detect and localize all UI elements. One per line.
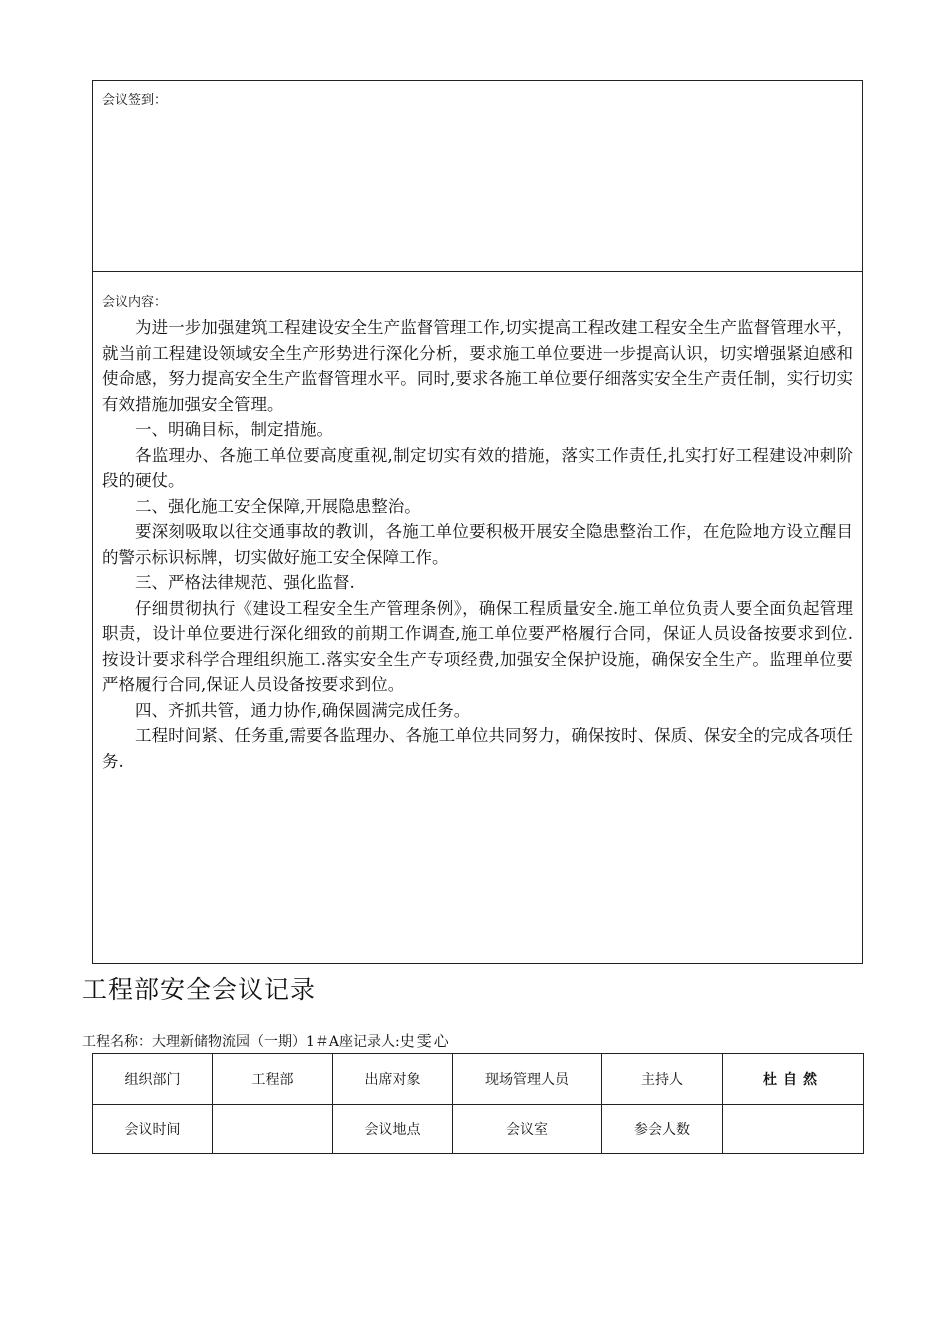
meeting-content-body xyxy=(102,315,853,774)
meeting-content-section xyxy=(92,271,863,964)
content-paragraph: 各监理办、各施工单位要高度重视,制定切实有效的措施，落实工作责任,扎实打好工程建设冲刺阶段的硬仗。 xyxy=(102,445,853,490)
count-label: 参会人数 xyxy=(602,1105,723,1154)
recorder-signature: 史雯心 xyxy=(399,1032,451,1050)
org-label: 组织部门 xyxy=(93,1054,213,1105)
content-paragraph: 工程时间紧、任务重,需要各监理办、各施工单位共同努力，确保按时、保质、保安全的完成各项任务. xyxy=(102,726,853,771)
project-name-text: 工程名称：大理新储物流园（一期）1＃A座记录人: xyxy=(82,1034,400,1050)
content-paragraph: 为进一步加强建筑工程建设安全生产监督管理工作,切实提高工程改建工程安全生产监督管理水平，就当前工程建设领域安全生产形势进行深化分析，要求施工单位要进一步提高认识，切实增强紧迫感和使命感，努力提高安全生产监督管理水平。同时,要求各施工单位要仔细落实安全生产责任制，实行切实有效措施加强安全管理。 xyxy=(102,318,853,414)
attend-label: 出席对象 xyxy=(333,1054,453,1105)
content-heading: 一、明确目标，制定措施。 xyxy=(135,420,333,439)
table-row xyxy=(93,1054,864,1105)
content-paragraph: 要深刻吸取以往交通事故的教训，各施工单位要积极开展安全隐患整治工作，在危险地方设立醒目的警示标识标牌，切实做好施工安全保障工作。 xyxy=(102,522,853,567)
content-paragraph: 仔细贯彻执行《建设工程安全生产管理条例》，确保工程质量安全.施工单位负责人要全面负起管理职责，设计单位要进行深化细致的前期工作调查,施工单位要严格履行合同，保证人员设备按要求到位.按设计要求科学合理组织施工.落实安全生产专项经费,加强安全保护设施，确保安全生产。监理单位要严格履行合同,保证人员设备按要求到位。 xyxy=(102,598,853,694)
table-row xyxy=(93,1105,864,1154)
time-value xyxy=(213,1105,333,1154)
content-heading: 四、齐抓共管，通力协作,确保圆满完成任务。 xyxy=(135,700,471,720)
time-label: 会议时间 xyxy=(93,1105,213,1154)
record-title: 工程部安全会议记录 xyxy=(82,975,317,1004)
meeting-info-table xyxy=(92,1053,864,1154)
place-label: 会议地点 xyxy=(333,1105,453,1154)
place-value: 会议室 xyxy=(453,1105,602,1154)
sign-in-section xyxy=(92,80,863,272)
content-heading: 二、强化施工安全保障,开展隐患整治。 xyxy=(135,496,421,516)
attend-value: 现场管理人员 xyxy=(453,1054,602,1105)
content-heading: 三、严格法律规范、强化监督. xyxy=(135,573,355,592)
project-line xyxy=(82,1030,451,1051)
meeting-content-label: 会议内容： xyxy=(102,295,168,310)
sign-in-label: 会议签到： xyxy=(102,93,168,108)
org-value: 工程部 xyxy=(213,1054,333,1105)
host-signature: 杜自然 xyxy=(723,1054,864,1105)
count-value xyxy=(723,1105,864,1154)
host-label: 主持人 xyxy=(602,1054,723,1105)
